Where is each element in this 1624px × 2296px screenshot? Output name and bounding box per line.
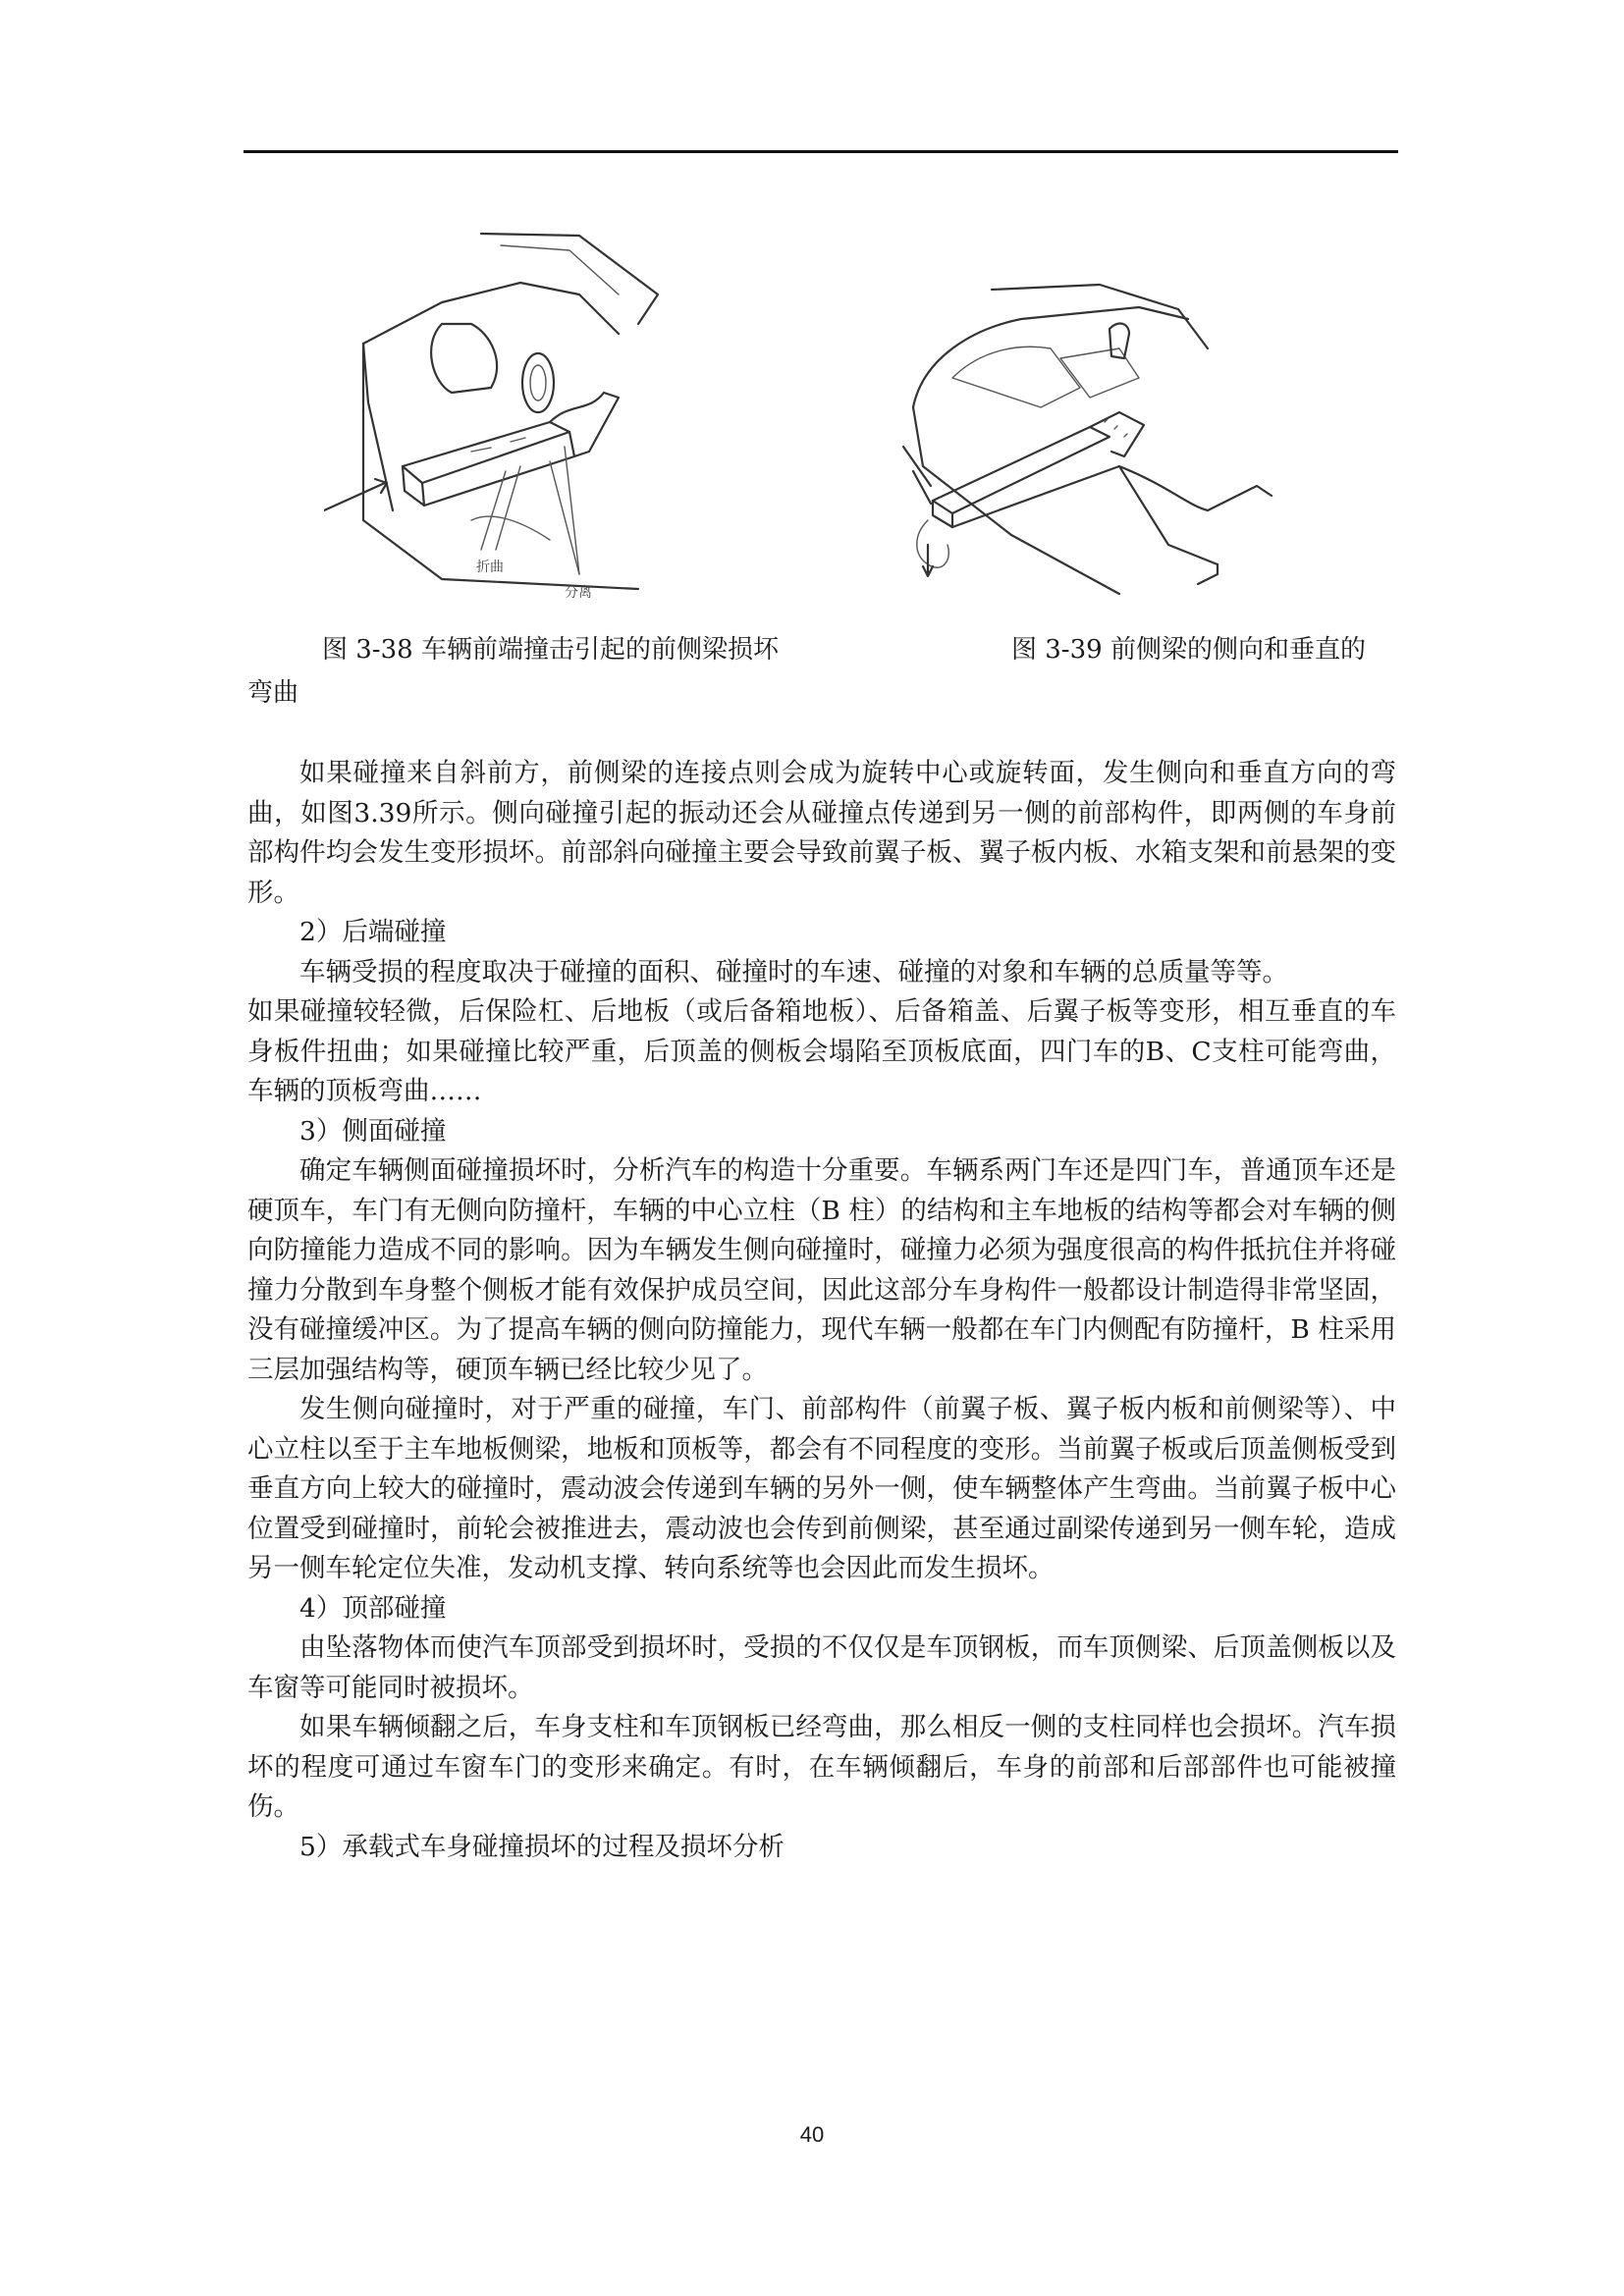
paragraph-front-oblique: 如果碰撞来自斜前方，前侧梁的连接点则会成为旋转中心或旋转面，发生侧向和垂直方向的弯曲，如图3.39所示。侧向碰撞引起的振动还会从碰撞点传递到另一侧的前部构件，即两侧的车身前部构件均会发生变形损坏。前部斜向碰撞主要会导致前翼子板、翼子板内板、水箱支架和前悬架的变形。	[247, 758, 1396, 908]
figure-caption-3-38: 图 3-38 车辆前端撞击引起的前侧梁损坏	[322, 635, 779, 665]
section-heading-roof-impact: 4）顶部碰撞	[299, 1592, 447, 1624]
paragraph-rear-damage-details: 如果碰撞较轻微，后保险杠、后地板（或后备箱地板）、后备箱盖、后翼子板等变形，相互垂直的车身板件扭曲；如果碰撞比较严重，后顶盖的侧板会塌陷至顶板底面，四门车的B、C支柱可能弯曲，车辆的顶板弯曲……	[247, 996, 1396, 1106]
paragraph-side-deformation: 发生侧向碰撞时，对于严重的碰撞，车门、前部构件（前翼子板、翼子板内板和前侧梁等）、中心立柱以至于主车地板侧梁，地板和顶板等，都会有不同程度的变形。当前翼子板或后顶盖侧板受到垂直方向上较大的碰撞时，震动波会传递到车辆的另外一侧，使车辆整体产生弯曲。当前翼子板中心位置受到碰撞时，前轮会被推进去，震动波也会传到前侧梁，甚至通过副梁传递到另一侧车轮，造成另一侧车轮定位失准，发动机支撑、转向系统等也会因此而发生损坏。	[247, 1394, 1396, 1583]
figure-3-38-illustration	[324, 226, 697, 609]
header-rule	[244, 150, 1398, 153]
paragraph-rear-damage-factors: 车辆受损的程度取决于碰撞的面积、碰撞时的车速、碰撞的对象和车辆的总质量等等。	[299, 956, 1288, 988]
figure-3-39-illustration	[884, 250, 1276, 614]
section-heading-rear-impact: 2）后端碰撞	[299, 917, 447, 947]
paragraph-roof-rollover: 如果车辆倾翻之后，车身支柱和车顶钢板已经弯曲，那么相反一侧的支柱同样也会损坏。汽车损坏的程度可通过车窗车门的变形来确定。有时，在车辆倾翻后，车身的前部和后部部件也可能被撞伤。	[247, 1712, 1396, 1822]
section-heading-unibody-analysis: 5）承载式车身碰撞损坏的过程及损坏分析	[299, 1831, 785, 1862]
label-separate: 分离	[565, 585, 592, 601]
body-text	[247, 754, 1396, 1867]
section-heading-side-impact: 3）侧面碰撞	[299, 1115, 447, 1147]
paragraph-side-structure: 确定车辆侧面碰撞损坏时，分析汽车的构造十分重要。车辆系两门车还是四门车，普通顶车还是硬顶车，车门有无侧向防撞杆，车辆的中心立柱（B 柱）的结构和主车地板的结构等都会对车辆的侧向防撞能力造成不同的影响。因为车辆发生侧向碰撞时，碰撞力必须为强度很高的构件抵抗住并将碰撞力分散到车身整个侧板才能有效保护成员空间，因此这部分车身构件一般都设计制造得非常坚固，没有碰撞缓冲区。为了提高车辆的侧向防撞能力，现代车辆一般都在车门内侧配有防撞杆，B 柱采用三层加强结构等，硬顶车辆已经比较少见了。	[247, 1155, 1396, 1385]
figure-caption-3-39: 图 3-39 前侧梁的侧向和垂直的	[1011, 635, 1366, 665]
label-bend: 折曲	[476, 560, 504, 575]
figure-caption-3-39-continued: 弯曲	[247, 678, 299, 708]
paragraph-roof-falling-object: 由坠落物体而使汽车顶部受到损坏时，受损的不仅仅是车顶钢板，而车顶侧梁、后顶盖侧板以及车窗等可能同时被损坏。	[247, 1632, 1396, 1703]
page-number: 40	[799, 2122, 825, 2147]
